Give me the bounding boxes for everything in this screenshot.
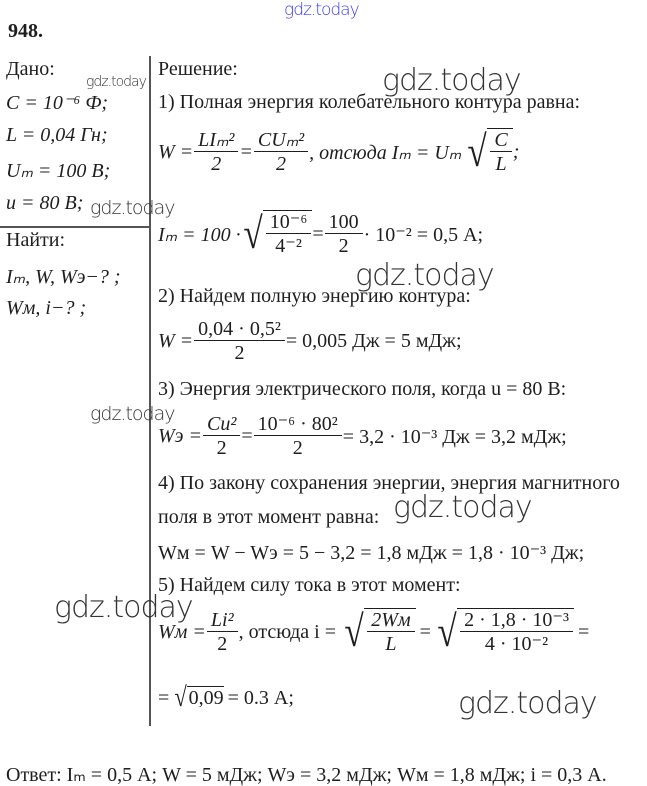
given-label: Дано: xyxy=(6,58,55,80)
numerator: LIₘ² xyxy=(198,128,235,151)
f6-mid: , отсюда i = xyxy=(238,620,337,643)
f7-end: = 0.3 А; xyxy=(227,686,294,709)
given-item: L = 0,04 Гн; xyxy=(6,124,108,146)
fraction xyxy=(209,609,236,656)
watermark: gdz.today xyxy=(86,74,146,90)
given-item: u = 80 В; xyxy=(6,192,84,214)
numerator: Li² xyxy=(210,608,234,631)
given-item: C = 10⁻⁶ Ф; xyxy=(6,92,109,114)
numerator: C xyxy=(494,129,508,151)
find-item: Wм, i−? ; xyxy=(6,297,87,319)
f6-lhs: Wм = xyxy=(158,620,206,643)
square-root xyxy=(173,684,223,712)
radical-sign: √ xyxy=(243,209,263,258)
numerator: 0,04 · 0,5² xyxy=(198,318,281,340)
denominator: 2 xyxy=(254,151,308,176)
watermark: gdz.today xyxy=(90,403,175,425)
watermark: gdz.today xyxy=(90,197,175,219)
formula-energy xyxy=(158,128,519,176)
fraction xyxy=(196,129,236,176)
watermark-top: gdz.today xyxy=(284,0,359,20)
denominator: 2 xyxy=(254,435,342,460)
fraction xyxy=(492,129,509,176)
f1-lhs: W = xyxy=(158,140,194,163)
step-5-text: 5) Найдем силу тока в этот момент: xyxy=(158,574,461,596)
f3-lhs: W = xyxy=(158,330,194,352)
denominator: 4 · 10⁻² xyxy=(460,631,573,656)
formula-current-amplitude xyxy=(158,210,483,258)
find-label: Найти: xyxy=(6,229,66,251)
step-1-text: 1) Полная энергия колебательного контура равна: xyxy=(158,91,581,113)
square-root xyxy=(435,608,574,656)
numerator: 10⁻⁶ · 80² xyxy=(257,413,338,435)
radical-sign: √ xyxy=(344,607,364,656)
radicand: 0,09 xyxy=(188,687,224,709)
fraction xyxy=(369,609,412,656)
numerator: 100 xyxy=(328,210,359,233)
square-root xyxy=(342,608,416,656)
f2-lhs: Iₘ = 100 · xyxy=(158,223,241,246)
fraction xyxy=(462,609,571,656)
denominator: 2 xyxy=(207,631,238,656)
step-4-text-cont: поля в этот момент равна: xyxy=(158,506,380,528)
formula-total-energy xyxy=(158,318,462,365)
f3-end: = 0,005 Дж = 5 мДж; xyxy=(285,330,462,352)
fraction xyxy=(268,211,310,258)
f7-lhs: = xyxy=(158,686,170,709)
equals: = xyxy=(312,222,324,245)
radical-sign: √ xyxy=(467,127,487,176)
denominator: L xyxy=(490,151,511,176)
formula-electric-energy xyxy=(158,413,567,460)
watermark: gdz.today xyxy=(382,63,521,98)
fraction xyxy=(256,129,306,176)
solution-label: Решение: xyxy=(158,58,238,80)
equals: = xyxy=(241,425,253,447)
radical-sign: √ xyxy=(174,682,188,713)
numerator: CUₘ² xyxy=(257,128,305,151)
watermark: gdz.today xyxy=(355,258,494,293)
step-3-text: 3) Энергия электрического поля, когда u = 80 В: xyxy=(158,378,567,400)
numerator: 2Wм xyxy=(371,609,411,631)
problem-number: 948. xyxy=(8,20,43,42)
f4-end: = 3,2 · 10⁻³ Дж = 3,2 мДж; xyxy=(342,426,567,448)
column-divider xyxy=(149,56,151,726)
fraction xyxy=(205,413,238,460)
step-2-text: 2) Найдем полную энергию контура: xyxy=(158,285,471,307)
answer: Ответ: Iₘ = 0,5 А; W = 5 мДж; Wэ = 3,2 мДж; Wм = 1,8 мДж; i = 0,3 А. xyxy=(6,764,607,786)
square-root xyxy=(465,128,513,176)
find-item: Iₘ, W, Wэ−? ; xyxy=(6,266,121,288)
step-4-text: 4) По закону сохранения энергии, энергия магнитного xyxy=(158,472,620,494)
numerator: 10⁻⁶ xyxy=(269,211,308,233)
watermark: gdz.today xyxy=(458,686,597,721)
denominator: 2 xyxy=(194,151,238,176)
equals: = xyxy=(239,140,253,163)
f2-end: · 10⁻² = 0,5 А; xyxy=(363,223,484,246)
formula-magnetic-energy: Wм = W − Wэ = 5 − 3,2 = 1,8 мДж = 1,8 · 10⁻³ Дж; xyxy=(158,542,585,564)
square-root xyxy=(241,210,313,258)
numerator: 2 · 1,8 · 10⁻³ xyxy=(464,609,569,631)
denominator: 2 xyxy=(325,233,363,258)
f1-end: ; xyxy=(512,140,520,163)
denominator: L xyxy=(367,631,414,656)
denominator: 2 xyxy=(203,435,240,460)
fraction xyxy=(256,413,340,460)
given-divider xyxy=(0,226,149,228)
radical-sign: √ xyxy=(437,607,457,656)
f4-lhs: Wэ = xyxy=(158,425,202,447)
numerator: Cu² xyxy=(206,413,237,435)
given-item: Uₘ = 100 В; xyxy=(6,160,111,182)
watermark: gdz.today xyxy=(54,590,193,625)
formula-current xyxy=(158,608,589,656)
fraction xyxy=(196,318,283,365)
f6-end: = xyxy=(577,620,590,643)
f1-mid: , отсюда Iₘ = Uₘ xyxy=(309,141,462,164)
denominator: 4⁻² xyxy=(266,233,312,258)
denominator: 2 xyxy=(194,340,285,365)
watermark: gdz.today xyxy=(393,490,532,525)
formula-current-result xyxy=(158,684,294,712)
equals: = xyxy=(419,620,431,643)
fraction xyxy=(327,211,361,258)
